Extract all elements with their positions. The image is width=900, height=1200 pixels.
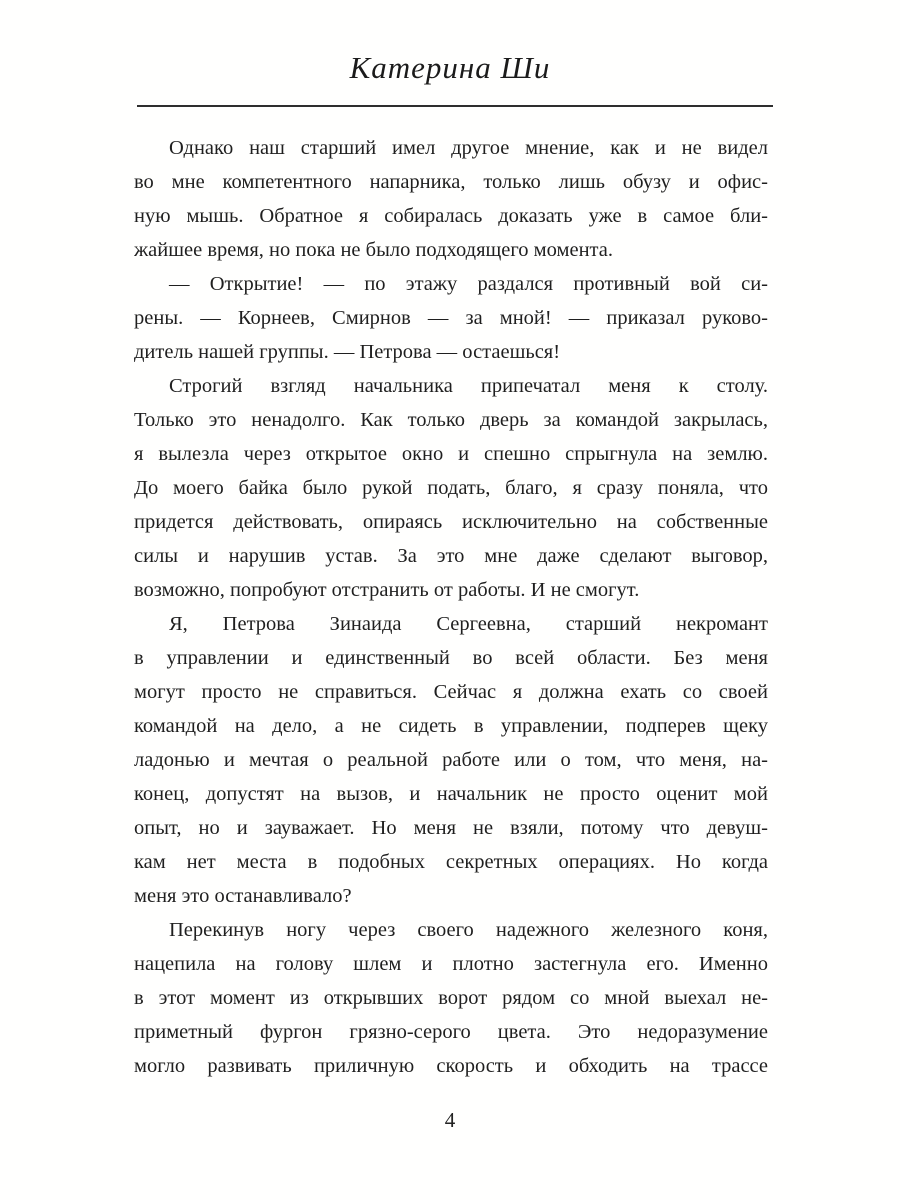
running-header-author: Катерина Ши [349,50,551,85]
text-line: До моего байка было рукой подать, благо, я сразу поняла, что [134,477,768,499]
text-line: силы и нарушив устав. За это мне даже сделают выговор, [134,545,768,567]
text-line: жайшее время, но пока не было подходящего момента. [134,239,613,261]
text-line: Только это ненадолго. Как только дверь за командой закрылась, [134,409,768,431]
text-line: Перекинув ногу через своего надежного железного коня, [169,919,768,941]
text-line: ную мышь. Обратное я собиралась доказать уже в самое бли- [134,205,768,227]
text-line: меня это останавливало? [134,885,352,907]
text-line: приметный фургон грязно-серого цвета. Это недоразумение [134,1021,768,1043]
text-line: Я, Петрова Зинаида Сергеевна, старший некромант [169,613,768,635]
text-line: в управлении и единственный во всей области. Без меня [134,647,768,669]
text-line: возможно, попробуют отстранить от работы. И не смогут. [134,579,640,601]
text-line: конец, допустят на вызов, и начальник не просто оценит мой [134,783,768,805]
page-text [134,131,768,1083]
text-line: опыт, но и зауважает. Но меня не взяли, потому что девуш- [134,817,768,839]
text-line: придется действовать, опираясь исключительно на собственные [134,511,768,533]
text-line: могло развивать приличную скорость и обходить на трассе [134,1055,768,1077]
text-line: я вылезла через открытое окно и спешно спрыгнула на землю. [134,443,768,465]
text-line: рены. — Корнеев, Смирнов — за мной! — приказал руково- [134,307,768,329]
text-line: в этот момент из открывших ворот рядом со мной выехал не- [134,987,768,1009]
text-line: Однако наш старший имел другое мнение, как и не видел [169,137,768,159]
text-line: могут просто не справиться. Сейчас я должна ехать со своей [134,681,768,703]
page-number: 4 [444,1108,456,1132]
text-line: командой на дело, а не сидеть в управлении, подперев щеку [134,715,768,737]
text-line: нацепила на голову шлем и плотно застегнула его. Именно [134,953,768,975]
text-line: Строгий взгляд начальника припечатал меня к столу. [169,375,768,397]
header-rule [137,105,773,107]
text-line: ладонью и мечтая о реальной работе или о том, что меня, на- [134,749,768,771]
text-line: — Открытие! — по этажу раздался противный вой си- [169,273,768,295]
text-line: дитель нашей группы. — Петрова — остаешься! [134,341,561,363]
text-line: во мне компетентного напарника, только лишь обузу и офис- [134,171,768,193]
text-line: кам нет места в подобных секретных операциях. Но когда [134,851,768,873]
